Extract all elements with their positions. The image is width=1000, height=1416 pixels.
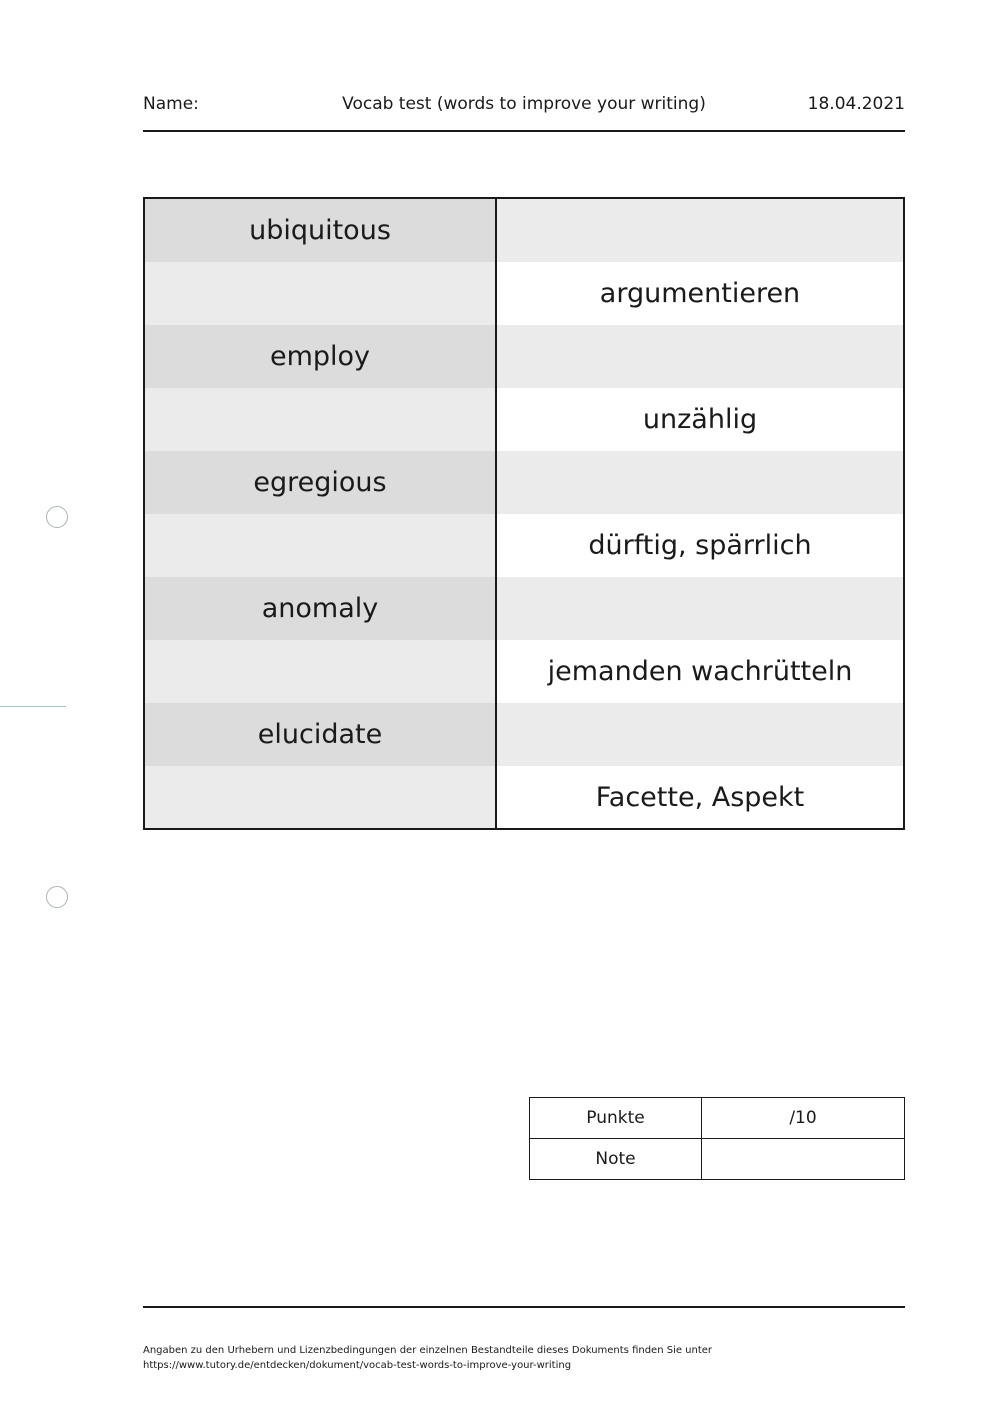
german-cell[interactable]	[497, 451, 903, 514]
english-cell[interactable]	[145, 388, 495, 451]
english-column	[145, 199, 497, 828]
english-cell[interactable]	[145, 262, 495, 325]
points-label: Punkte	[530, 1098, 702, 1139]
english-cell[interactable]	[145, 766, 495, 828]
english-cell[interactable]: egregious	[145, 451, 495, 514]
score-table	[529, 1097, 905, 1180]
worksheet-header	[143, 94, 905, 132]
license-footer	[143, 1343, 843, 1373]
points-row	[530, 1098, 905, 1139]
german-column	[497, 199, 903, 828]
german-cell[interactable]	[497, 577, 903, 640]
grade-row	[530, 1139, 905, 1180]
document-url-link[interactable]: https://www.tutory.de/entdecken/dokument/vocab-test-words-to-improve-your-writing	[143, 1360, 572, 1371]
german-cell[interactable]: argumentieren	[497, 262, 903, 325]
german-cell[interactable]: Facette, Aspekt	[497, 766, 903, 828]
english-cell[interactable]	[145, 514, 495, 577]
footer-divider	[143, 1306, 905, 1308]
points-value[interactable]: /10	[702, 1098, 905, 1139]
fold-mark	[0, 706, 66, 707]
name-label: Name:	[143, 94, 199, 114]
german-cell[interactable]: dürftig, spärrlich	[497, 514, 903, 577]
german-cell[interactable]: unzählig	[497, 388, 903, 451]
german-cell[interactable]	[497, 325, 903, 388]
license-note: Angaben zu den Urhebern und Lizenzbedingungen der einzelnen Bestandteile dieses Dokuments finden Sie unter	[143, 1345, 713, 1356]
binder-hole-top	[46, 506, 68, 528]
english-cell[interactable]: elucidate	[145, 703, 495, 766]
german-cell[interactable]	[497, 199, 903, 262]
english-cell[interactable]: anomaly	[145, 577, 495, 640]
grade-value[interactable]	[702, 1139, 905, 1180]
german-cell[interactable]: jemanden wachrütteln	[497, 640, 903, 703]
vocab-table	[143, 197, 905, 830]
english-cell[interactable]: employ	[145, 325, 495, 388]
german-cell[interactable]	[497, 703, 903, 766]
english-cell[interactable]: ubiquitous	[145, 199, 495, 262]
english-cell[interactable]	[145, 640, 495, 703]
worksheet-date: 18.04.2021	[807, 94, 905, 114]
grade-label: Note	[530, 1139, 702, 1180]
binder-hole-bottom	[46, 886, 68, 908]
worksheet-title: Vocab test (words to improve your writing)	[342, 94, 706, 114]
